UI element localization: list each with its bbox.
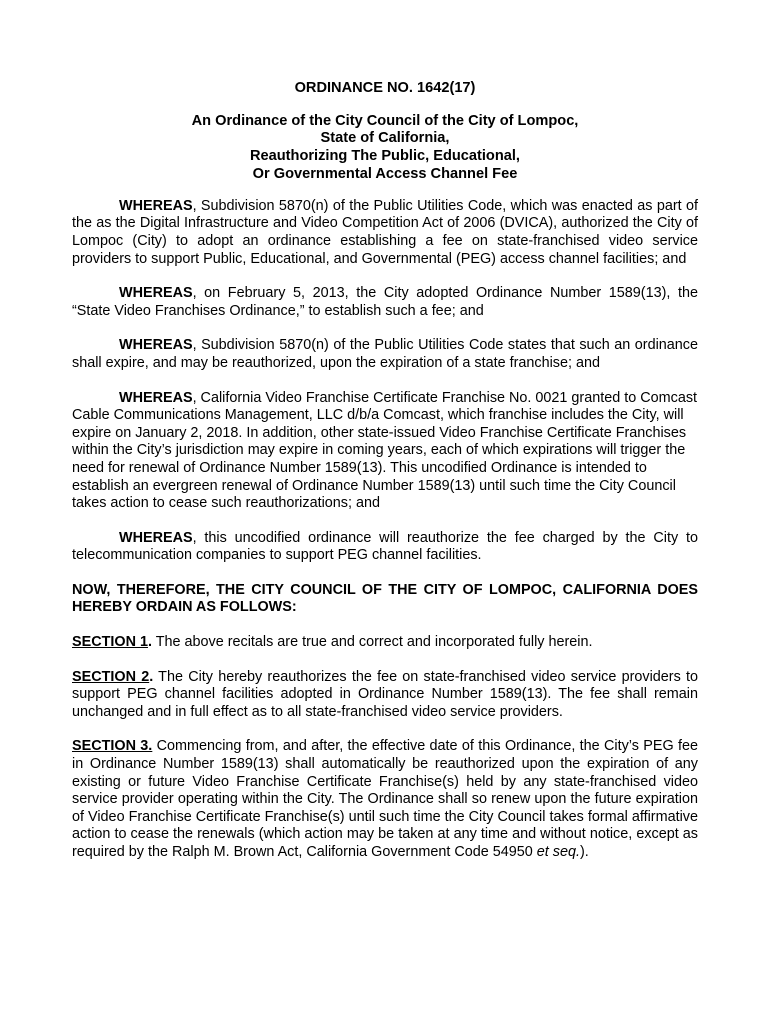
title-line: State of California, <box>320 130 450 147</box>
section-3 <box>72 738 698 861</box>
section-label: SECTION 1 <box>72 634 148 651</box>
recital-text: , Subdivision 5870(n) of the Public Utilities Code, which was enacted as part of the as the Digital Infrastructure and Video Competition Act of 2006 (DVICA), authorized the City of Lompoc (City) to adopt an ordinance establishing a fee on state-franchised video service providers to support Public, Educational, and Governmental (PEG) access channel facilities; and <box>72 197 698 267</box>
whereas-label: WHEREAS <box>119 197 193 214</box>
section-2 <box>72 669 698 722</box>
whereas-label: WHEREAS <box>119 529 193 546</box>
section-tail: ). <box>579 844 589 860</box>
section-punct: . <box>147 634 152 651</box>
recital-3 <box>72 337 698 372</box>
recital-text: , Subdivision 5870(n) of the Public Utilities Code states that such an ordinance shall expire, and may be reauthorized, upon the expiration of a state franchise; and <box>72 337 698 371</box>
recital-1 <box>72 198 698 268</box>
recital-text: , on February 5, 2013, the City adopted Ordinance Number 1589(13), the “State Video Franchises Ordinance,” to establish such a fee; and <box>72 285 698 319</box>
title-line: Reauthorizing The Public, Educational, <box>249 148 520 165</box>
ordinance-title <box>72 113 698 184</box>
whereas-label: WHEREAS <box>119 337 193 354</box>
recital-5 <box>72 530 698 565</box>
section-text: Commencing from, and after, the effective date of this Ordinance, the City’s PEG fee in Ordinance Number 1589(13) shall automatically be reauthorized upon the expiration of any existing or future Video Franchise Certificate Franchise(s) held by any state-franchised video service provider operating within the City. The Ordinance shall so renew upon the future expiration of Video Franchise Certificate Franchise(s) until such time the City Council takes formal affirmative action to cease the renewals (which action may be taken at any time and without notice, except as required by the Ralph M. Brown Act, California Government Code 54950 <box>72 738 698 860</box>
ordinance-number: ORDINANCE NO. 1642(17) <box>294 80 476 96</box>
whereas-label: WHEREAS <box>119 285 193 302</box>
recital-2 <box>72 285 698 320</box>
section-punct: . <box>149 668 154 685</box>
recital-text: , this uncodified ordinance will reauthorize the fee charged by the City to telecommunication companies to support PEG channel facilities. <box>72 529 698 564</box>
now-therefore-clause: NOW, THEREFORE, THE CITY COUNCIL OF THE CITY OF LOMPOC, CALIFORNIA DOES HEREBY ORDAIN AS FOLLOWS: <box>72 581 698 616</box>
section-label: SECTION 3. <box>72 738 153 755</box>
section-italic: et seq. <box>536 844 580 860</box>
title-line: An Ordinance of the City Council of the City of Lompoc, <box>191 112 579 129</box>
section-1 <box>72 634 698 652</box>
whereas-label: WHEREAS <box>119 389 193 406</box>
section-text: The City hereby reauthorizes the fee on state-franchised video service providers to support PEG channel facilities adopted in Ordinance Number 1589(13). The fee shall remain unchanged and in full effect as to all state-franchised video service providers. <box>72 668 698 720</box>
section-text: The above recitals are true and correct and incorporated fully herein. <box>151 634 593 651</box>
ordinance-page <box>72 80 698 879</box>
recital-4 <box>72 390 698 513</box>
recital-text: , California Video Franchise Certificate Franchise No. 0021 granted to Comcast Cable Communications Management, LLC d/b/a Comcast, which franchise includes the City, will expire on January 2, 2018. In addition, other state-issued Video Franchise Certificate Franchises within the City’s jurisdiction may expire in coming years, each of which expirations will trigger the need for renewal of Ordinance Number 1589(13). This uncodified Ordinance is intended to establish an evergreen renewal of Ordinance Number 1589(13) until such time the City Council takes action to cease such reauthorizations; and <box>72 389 698 512</box>
title-line: Or Governmental Access Channel Fee <box>252 165 518 182</box>
section-label: SECTION 2 <box>72 668 150 685</box>
